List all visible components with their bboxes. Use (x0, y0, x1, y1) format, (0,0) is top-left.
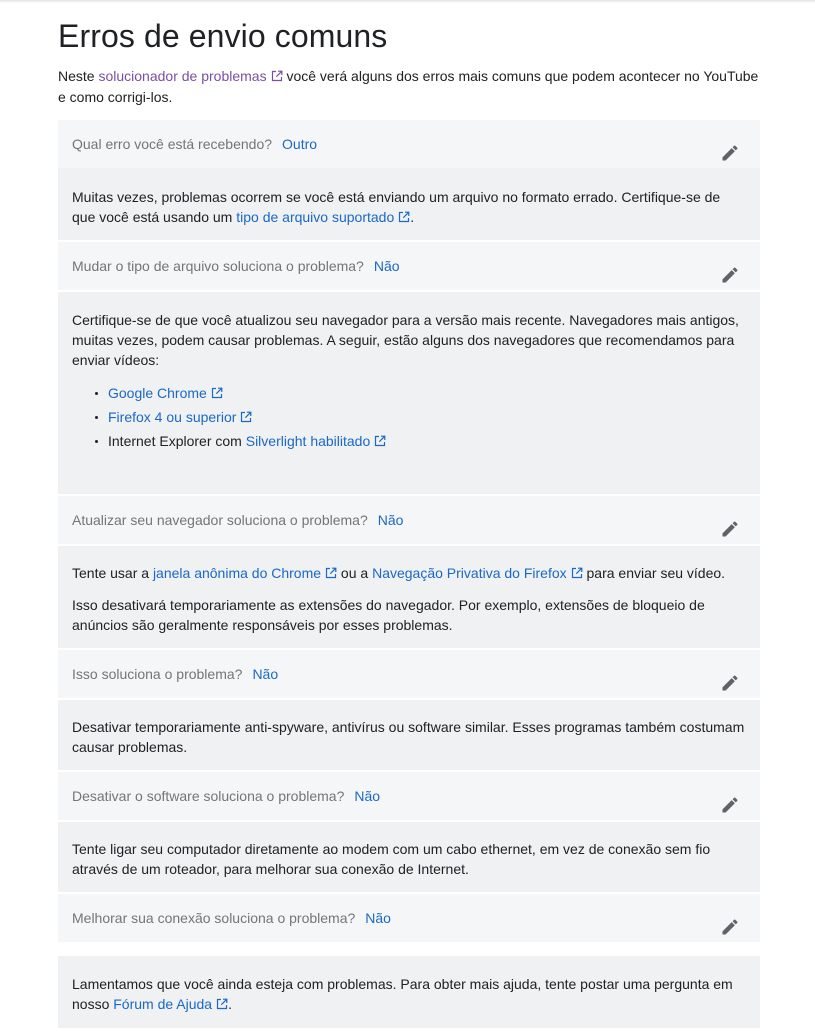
final-help-panel (58, 956, 760, 1028)
edit-pencil-icon[interactable] (720, 134, 740, 154)
question-row-file-type (58, 242, 760, 290)
question-row-connection (58, 894, 760, 942)
selected-answer: Não (373, 258, 400, 274)
intro-paragraph (58, 66, 763, 108)
list-item-text: Internet Explorer com (108, 433, 246, 449)
chrome-incognito-link-label: janela anônima do Chrome (152, 565, 322, 581)
answer-text: Certifique-se de que você atualizou seu navegador para a versão mais recente. Navegadores mais antigos, muitas vezes, podem causar problemas. A seguir, estão alguns dos navegadores que recomendamos para enviar vídeos: (72, 312, 739, 368)
silverlight-link-label: Silverlight habilitado (245, 433, 371, 449)
question-text: Atualizar seu navegador soluciona o problema? (72, 512, 368, 528)
answer-text-mid: ou a (337, 565, 373, 581)
browser-list (72, 381, 746, 453)
selected-answer: Não (252, 666, 279, 682)
edit-pencil-icon[interactable] (720, 256, 740, 276)
silverlight-link[interactable] (246, 433, 387, 449)
answer-text (72, 563, 746, 583)
edit-pencil-icon[interactable] (720, 664, 740, 684)
firefox-link[interactable] (108, 409, 252, 425)
answer-panel-ethernet (58, 822, 760, 892)
answer-panel-antivirus (58, 700, 760, 770)
list-item (72, 429, 746, 453)
question-text: Mudar o tipo de arquivo soluciona o problema? (72, 258, 364, 274)
selected-answer: Outro (282, 136, 318, 152)
question-text: Isso soluciona o problema? (72, 666, 243, 682)
answer-text-pre: Tente usar a (72, 565, 153, 581)
question-text: Desativar o software soluciona o problema? (72, 788, 345, 804)
answer-text-pre: Muitas vezes, problemas ocorrem se você está enviando um arquivo no formato errado. Certifique-se de que você está usando um (72, 189, 721, 225)
firefox-private-link-label: Navegação Privativa do Firefox (372, 565, 567, 581)
google-chrome-link[interactable] (108, 385, 223, 401)
page-title: Erros de envio comuns (58, 18, 388, 54)
answer-text-extensions: Isso desativará temporariamente as extensões do navegador. Por exemplo, extensões de bloqueio de anúncios são geralmente responsáveis por esses problemas. (72, 597, 705, 633)
list-item (72, 405, 746, 429)
question-row-update-browser (58, 496, 760, 544)
help-forum-link[interactable] (113, 996, 228, 1012)
answer-text (72, 187, 746, 227)
intro-text-pre: Neste (58, 68, 99, 84)
external-link-icon (216, 998, 228, 1010)
chrome-incognito-link[interactable] (153, 565, 337, 581)
help-forum-link-label: Fórum de Ajuda (113, 996, 213, 1012)
external-link-icon (211, 387, 223, 399)
edit-pencil-icon[interactable] (720, 510, 740, 530)
answer-text: Tente ligar seu computador diretamente ao modem com um cabo ethernet, em vez de conexão sem fio através de um roteador, para melhorar sua conexão de Internet. (72, 841, 711, 877)
list-item (72, 381, 746, 405)
question-text: Qual erro você está recebendo? (72, 136, 273, 152)
answer-text-post: para enviar seu vídeo. (582, 565, 726, 581)
intro-text-post: você verá alguns dos erros mais comuns que podem acontecer no YouTube e como corrigi-los. (58, 68, 759, 105)
external-link-icon (271, 70, 283, 82)
question-row-error-type (58, 120, 760, 168)
answer-panel-incognito (58, 546, 760, 648)
answer-panel-browser (58, 292, 760, 494)
troubleshooter-link[interactable] (98, 68, 282, 84)
edit-pencil-icon[interactable] (720, 786, 740, 806)
answer-panel-file-format (58, 168, 760, 240)
external-link-icon (374, 435, 386, 447)
question-row-disable-software (58, 772, 760, 820)
answer-text: Desativar temporariamente anti-spyware, antivírus ou software similar. Esses programas também costumam causar problemas. (72, 719, 745, 755)
selected-answer: Não (377, 512, 404, 528)
google-chrome-link-label: Google Chrome (108, 385, 207, 401)
external-link-icon (571, 567, 583, 579)
selected-answer: Não (365, 910, 391, 926)
troubleshooter-link-label: solucionador de problemas (98, 68, 267, 84)
final-text (72, 974, 746, 1014)
answer-text-post: . (410, 209, 415, 225)
supported-file-type-link[interactable] (236, 209, 410, 225)
edit-pencil-icon[interactable] (720, 908, 740, 928)
firefox-link-label: Firefox 4 ou superior (108, 409, 237, 425)
external-link-icon (325, 567, 337, 579)
question-row-solves (58, 650, 760, 698)
external-link-icon (240, 411, 252, 423)
selected-answer: Não (354, 788, 381, 804)
external-link-icon (398, 211, 410, 223)
firefox-private-link[interactable] (372, 565, 583, 581)
question-text: Melhorar sua conexão soluciona o problema? (72, 910, 356, 926)
top-shadow (0, 0, 815, 3)
supported-file-type-link-label: tipo de arquivo suportado (236, 209, 395, 225)
final-text-post: . (228, 996, 232, 1012)
final-text-pre: Lamentamos que você ainda esteja com problemas. Para obter mais ajuda, tente postar uma pergunta em nosso (72, 976, 733, 1012)
